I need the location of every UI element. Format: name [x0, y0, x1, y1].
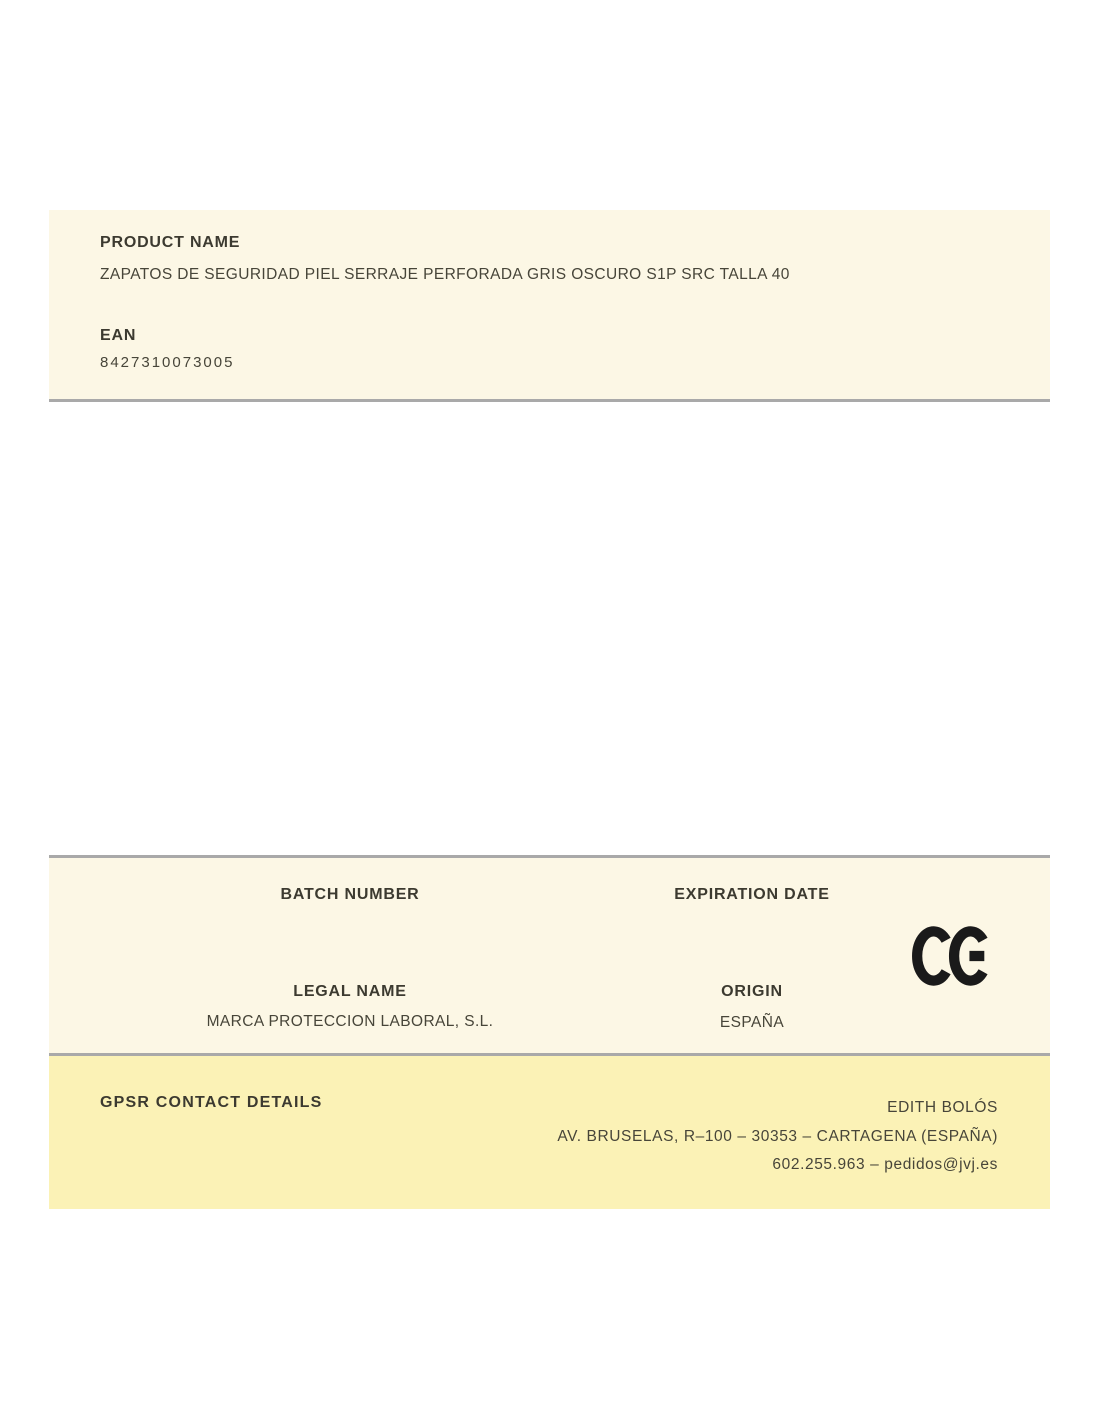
gpsr-contact-phone-email: 602.255.963 – pedidos@jvj.es [772, 1156, 998, 1173]
origin-label: ORIGIN [721, 983, 783, 1000]
batch-number-label: BATCH NUMBER [280, 886, 420, 903]
legal-name-value: MARCA PROTECCION LABORAL, S.L. [206, 1013, 494, 1030]
origin-value: ESPAÑA [719, 1014, 785, 1031]
batch-info-section [49, 855, 1050, 1056]
product-name-label: PRODUCT NAME [100, 234, 241, 251]
gpsr-contact-label: GPSR CONTACT DETAILS [100, 1094, 323, 1111]
expiration-date-label: EXPIRATION DATE [674, 886, 830, 903]
legal-name-label: LEGAL NAME [293, 983, 407, 1000]
product-info-section [49, 210, 1050, 402]
gpsr-contact-block [557, 1094, 998, 1180]
gpsr-contact-name: EDITH BOLÓS [887, 1099, 998, 1116]
ce-mark-icon [912, 925, 992, 987]
gpsr-contact-section [49, 1056, 1050, 1209]
ean-value: 8427310073005 [100, 354, 235, 371]
ean-label: EAN [100, 327, 137, 344]
gpsr-contact-address: AV. BRUSELAS, R–100 – 30353 – CARTAGENA (ESPAÑA) [557, 1127, 998, 1145]
product-name-value: ZAPATOS DE SEGURIDAD PIEL SERRAJE PERFORADA GRIS OSCURO S1P SRC TALLA 40 [100, 266, 790, 283]
